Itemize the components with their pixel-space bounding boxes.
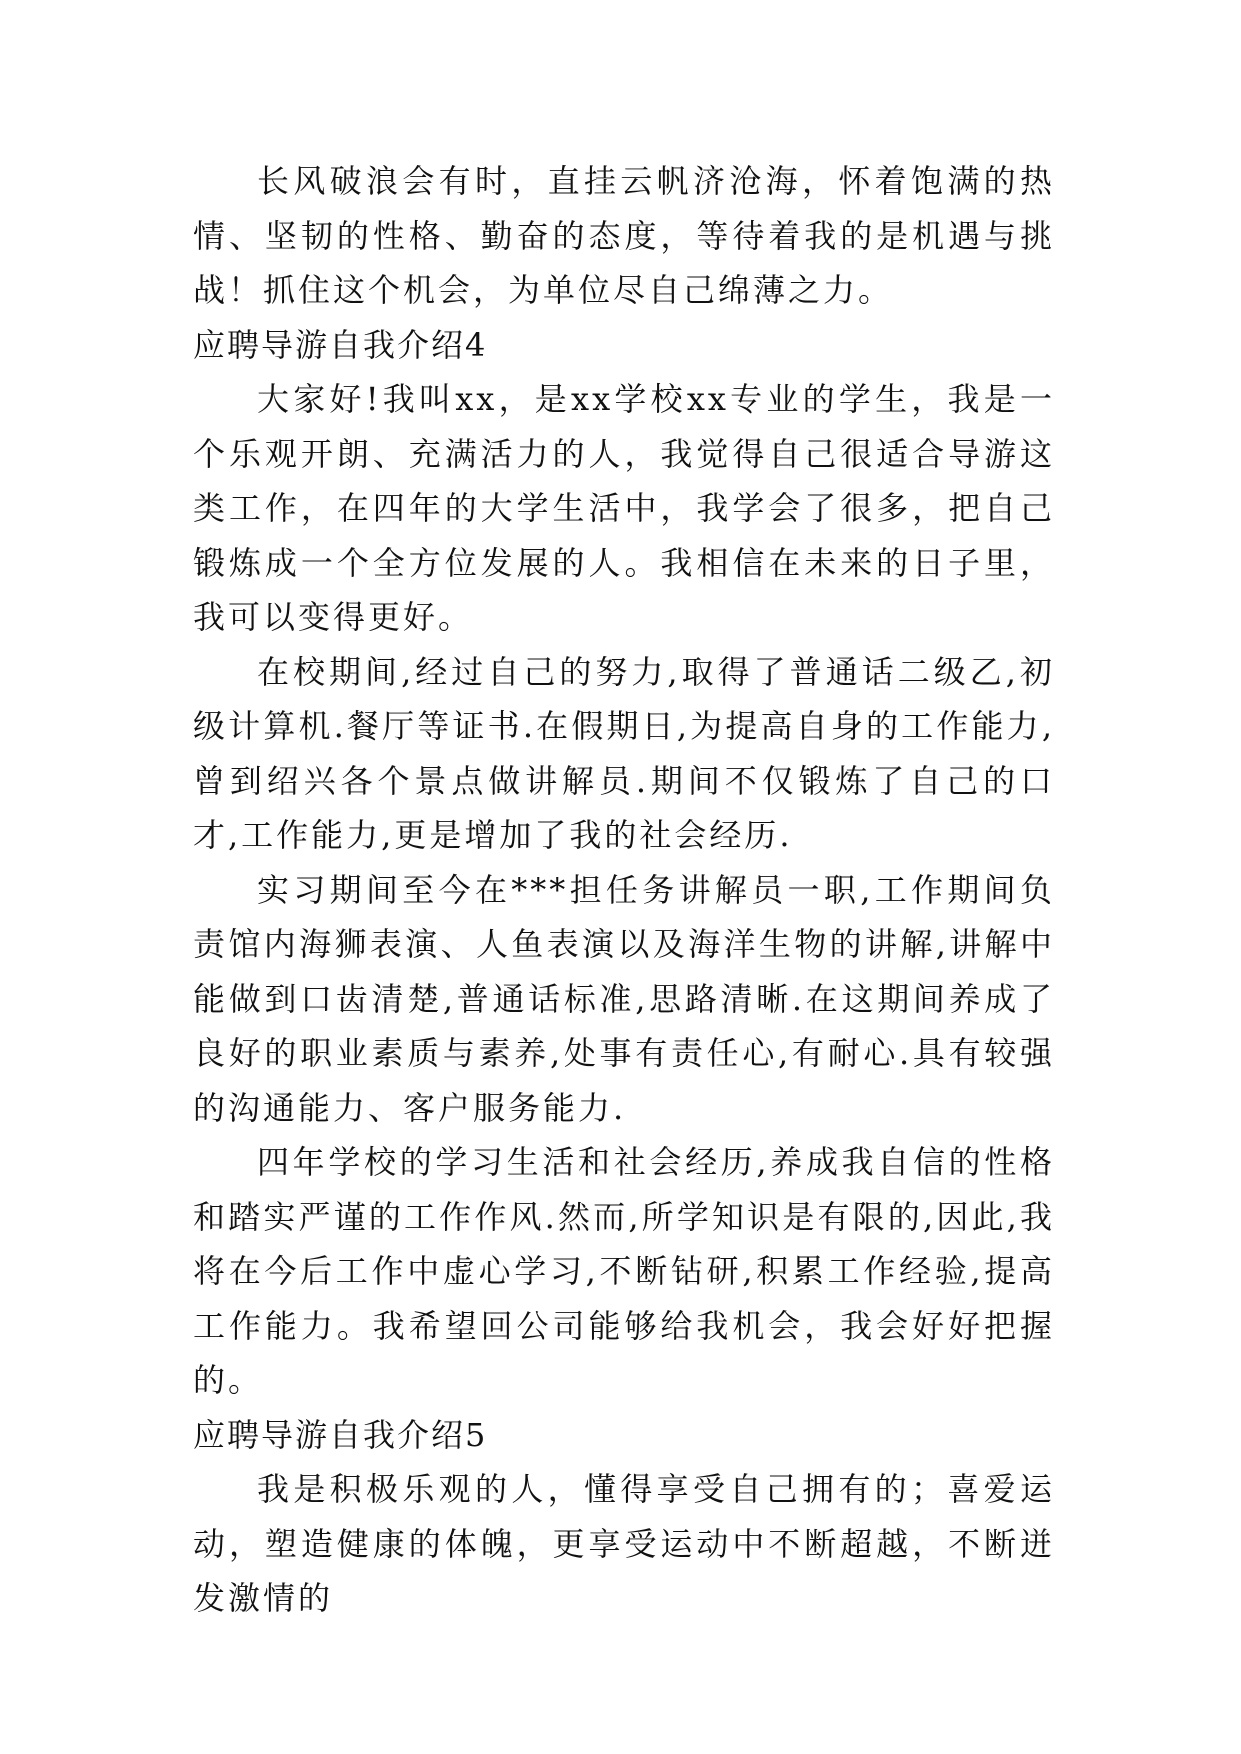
paragraph: 我是积极乐观的人，懂得享受自己拥有的；喜爱运动，塑造健康的体魄，更享受运动中不断超越，不断迸发激情的 — [193, 1470, 1055, 1617]
paragraph: 在校期间,经过自己的努力,取得了普通话二级乙,初级计算机.餐厅等证书.在假期日,为提高自身的工作能力,曾到绍兴各个景点做讲解员.期间不仅锻炼了自己的口才,工作能力,更是增加了我的社会经历. — [193, 652, 1055, 854]
paragraph: 大家好!我叫xx，是xx学校xx专业的学生，我是一个乐观开朗、充满活力的人，我觉得自己很适合导游这类工作，在四年的大学生活中，我学会了很多，把自己锻炼成一个全方位发展的人。我相信在未来的日子里，我可以变得更好。 — [193, 380, 1055, 636]
paragraph: 长风破浪会有时，直挂云帆济沧海，怀着饱满的热情、坚韧的性格、勤奋的态度，等待着我的是机遇与挑战！抓住这个机会，为单位尽自己绵薄之力。 — [193, 162, 1055, 309]
paragraph: 实习期间至今在***担任务讲解员一职,工作期间负责馆内海狮表演、人鱼表演以及海洋生物的讲解,讲解中能做到口齿清楚,普通话标准,思路清晰.在这期间养成了良好的职业素质与素养,处事有责任心,有耐心.具有较强的沟通能力、客户服务能力. — [193, 870, 1055, 1127]
section-heading: 应聘导游自我介绍4 — [193, 325, 488, 364]
paragraph: 四年学校的学习生活和社会经历,养成我自信的性格和踏实严谨的工作作风.然而,所学知识是有限的,因此,我将在今后工作中虚心学习,不断钻研,积累工作经验,提高工作能力。我希望回公司能够给我机会，我会好好把握的。 — [193, 1143, 1055, 1399]
section-heading: 应聘导游自我介绍5 — [193, 1415, 488, 1454]
document-body — [193, 154, 1055, 1626]
